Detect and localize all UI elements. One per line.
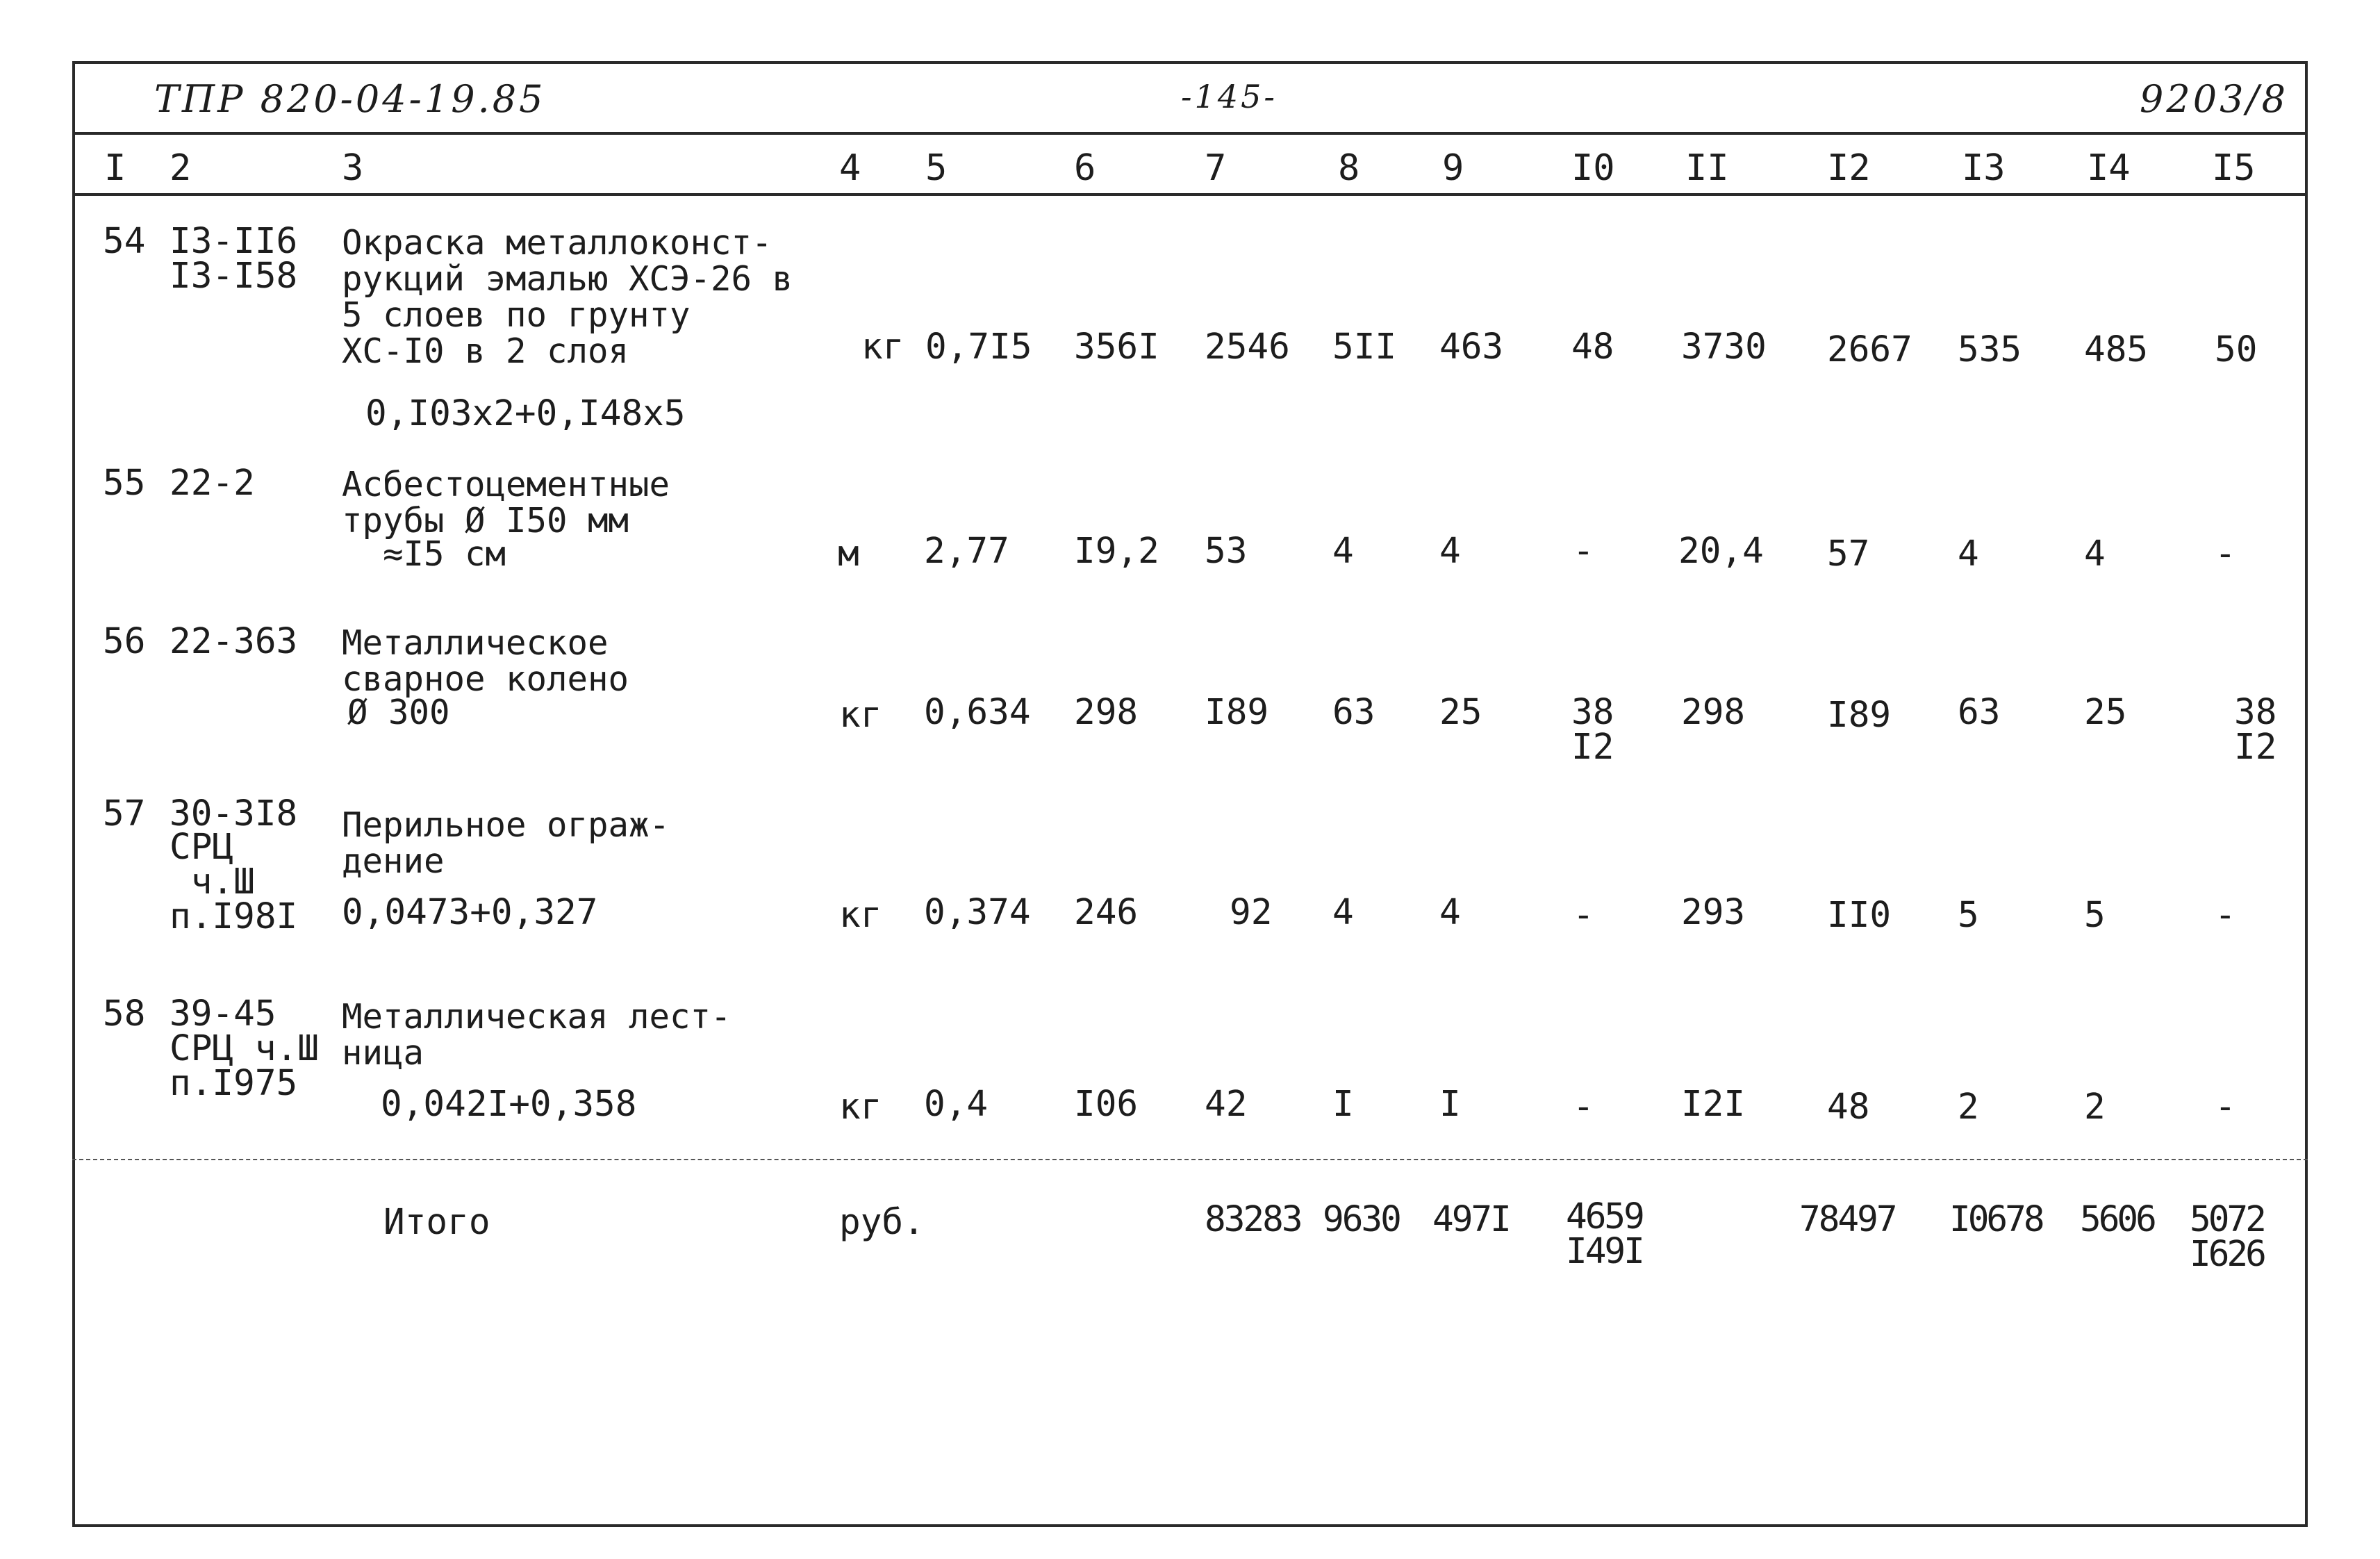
total-unit: руб. [839, 1202, 925, 1243]
page-number: -145- [1181, 78, 1278, 115]
column-number: 5 [925, 147, 948, 189]
cell-10: I2 [1571, 727, 1614, 768]
cell-8: I [1332, 1084, 1354, 1125]
cell-14: 5 [2084, 895, 2106, 936]
row-number: 58 [103, 993, 146, 1034]
cell-13: 4 [1958, 534, 1979, 575]
norm-code: СРЦ [170, 827, 234, 868]
cell-5: 0,634 [924, 692, 1031, 733]
cell-12: II0 [1827, 895, 1892, 936]
quantity-formula: 0,042I+0,358 [381, 1084, 637, 1125]
cell-5: 0,7I5 [925, 327, 1032, 368]
cell-6: 298 [1074, 692, 1139, 733]
cell-13: 63 [1958, 692, 2001, 733]
cell-9: 4 [1439, 531, 1461, 572]
column-number: I4 [2087, 147, 2131, 189]
cell-14: 25 [2084, 692, 2127, 733]
cell-10: 48 [1571, 327, 1614, 368]
row-number: 56 [103, 621, 146, 662]
cell-11: 20,4 [1678, 531, 1764, 572]
total-cell-15: I626 [2190, 1234, 2264, 1275]
work-description: Ø 300 [347, 693, 450, 732]
cell-10: - [1573, 531, 1594, 572]
column-number: I3 [1962, 147, 2006, 189]
cell-7: 92 [1230, 892, 1273, 933]
cell-14: 485 [2084, 329, 2149, 370]
total-cell-13: I0678 [1949, 1199, 2042, 1240]
work-description: Окраска металлоконст- [342, 223, 772, 263]
total-cell-10: 4659 [1566, 1196, 1643, 1237]
cell-7: I89 [1205, 692, 1269, 733]
unit: кг [839, 1087, 882, 1128]
cell-11: I2I [1681, 1084, 1746, 1125]
norm-code: п.I975 [170, 1063, 298, 1104]
cell-9: 463 [1439, 327, 1504, 368]
quantity-formula: 0,0473+0,327 [342, 892, 598, 933]
cell-8: 63 [1332, 692, 1375, 733]
norm-code: 39-45 [170, 993, 276, 1034]
work-description: дение [342, 841, 445, 881]
cell-9: I [1439, 1084, 1461, 1125]
cell-7: 2546 [1205, 327, 1290, 368]
column-number: I5 [2212, 147, 2256, 189]
total-divider [72, 1159, 2308, 1160]
work-description: трубы Ø I50 мм [342, 501, 629, 541]
total-cell-15: 5072 [2190, 1199, 2264, 1240]
cell-15: - [2215, 895, 2236, 936]
norm-code: 22-2 [170, 463, 255, 504]
column-number: I [104, 147, 126, 189]
column-number: II [1685, 147, 1729, 189]
work-description: ≈I5 см [342, 534, 506, 574]
cell-14: 4 [2084, 534, 2106, 575]
cell-14: 2 [2084, 1087, 2106, 1128]
unit: кг [839, 895, 882, 936]
total-cell-7: 83283 [1205, 1199, 1301, 1240]
norm-code: I3-II6 [170, 221, 298, 262]
work-description: ХС-I0 в 2 слоя [342, 331, 629, 371]
cell-5: 2,77 [924, 531, 1009, 572]
cell-7: 42 [1205, 1084, 1248, 1125]
header-divider [72, 132, 2308, 135]
work-description: Асбестоцементные [342, 465, 670, 504]
cell-9: 25 [1439, 692, 1482, 733]
total-cell-10: I49I [1566, 1231, 1643, 1272]
cell-12: 48 [1827, 1087, 1870, 1128]
row-number: 54 [103, 221, 146, 262]
cell-5: 0,374 [924, 892, 1031, 933]
column-number: 7 [1205, 147, 1227, 189]
column-number: 2 [170, 147, 192, 189]
work-description: Перильное ограж- [342, 805, 670, 845]
cell-12: I89 [1827, 695, 1892, 736]
cell-13: 535 [1958, 329, 2022, 370]
work-description: ница [342, 1033, 424, 1073]
column-number: 4 [839, 147, 861, 189]
cell-12: 2667 [1827, 329, 1912, 370]
total-cell-12: 78497 [1799, 1199, 1896, 1240]
cell-13: 2 [1958, 1087, 1979, 1128]
cell-6: 246 [1074, 892, 1139, 933]
cell-6: I9,2 [1074, 531, 1159, 572]
norm-code: 22-363 [170, 621, 298, 662]
cell-13: 5 [1958, 895, 1979, 936]
cell-10: - [1573, 1087, 1594, 1128]
quantity-formula: 0,I03х2+0,I48х5 [365, 393, 686, 434]
column-number: 6 [1074, 147, 1096, 189]
cell-10: 38 [1571, 692, 1614, 733]
norm-code: I3-I58 [170, 256, 298, 297]
cell-9: 4 [1439, 892, 1461, 933]
cell-8: 4 [1332, 531, 1354, 572]
cell-8: 5II [1332, 327, 1397, 368]
total-cell-9: 497I [1432, 1199, 1510, 1240]
cell-11: 298 [1681, 692, 1746, 733]
column-number: I2 [1827, 147, 1871, 189]
cell-15: - [2215, 1087, 2236, 1128]
work-description: Металлическая лест- [342, 997, 732, 1037]
cell-15: 38 [2234, 692, 2277, 733]
cell-7: 53 [1205, 531, 1248, 572]
norm-code: СРЦ ч.Ш [170, 1028, 319, 1069]
column-number: I0 [1571, 147, 1615, 189]
cell-6: 356I [1074, 327, 1159, 368]
total-label: Итого [383, 1202, 490, 1243]
column-header-divider [72, 193, 2308, 196]
cell-15: - [2215, 534, 2236, 575]
norm-code: п.I98I [170, 896, 298, 937]
cell-11: 3730 [1681, 327, 1767, 368]
work-description: рукций эмалью ХСЭ-26 в [342, 259, 793, 299]
cell-8: 4 [1332, 892, 1354, 933]
total-cell-8: 9630 [1323, 1199, 1400, 1240]
cell-10: - [1573, 895, 1594, 936]
work-description: Металлическое [342, 623, 609, 663]
cell-15: 50 [2215, 329, 2258, 370]
column-number: 9 [1442, 147, 1464, 189]
doc-code: ТПР 820-04-19.85 [154, 77, 546, 121]
unit: м [838, 534, 859, 575]
work-description: сварное колено [342, 659, 629, 699]
work-description: 5 слоев по грунту [342, 295, 691, 335]
cell-11: 293 [1681, 892, 1746, 933]
row-number: 57 [103, 793, 146, 834]
sheet-code: 9203/8 [2140, 77, 2288, 121]
cell-15: I2 [2234, 727, 2277, 768]
column-number: 8 [1338, 147, 1360, 189]
column-number: 3 [342, 147, 364, 189]
cell-12: 57 [1827, 534, 1870, 575]
unit: кг [861, 327, 904, 368]
row-number: 55 [103, 463, 146, 504]
cell-6: I06 [1074, 1084, 1139, 1125]
unit: кг [839, 695, 882, 736]
norm-code: ч.Ш [170, 861, 255, 902]
cell-5: 0,4 [924, 1084, 989, 1125]
norm-code: 30-3I8 [170, 793, 298, 834]
total-cell-14: 5606 [2080, 1199, 2154, 1240]
